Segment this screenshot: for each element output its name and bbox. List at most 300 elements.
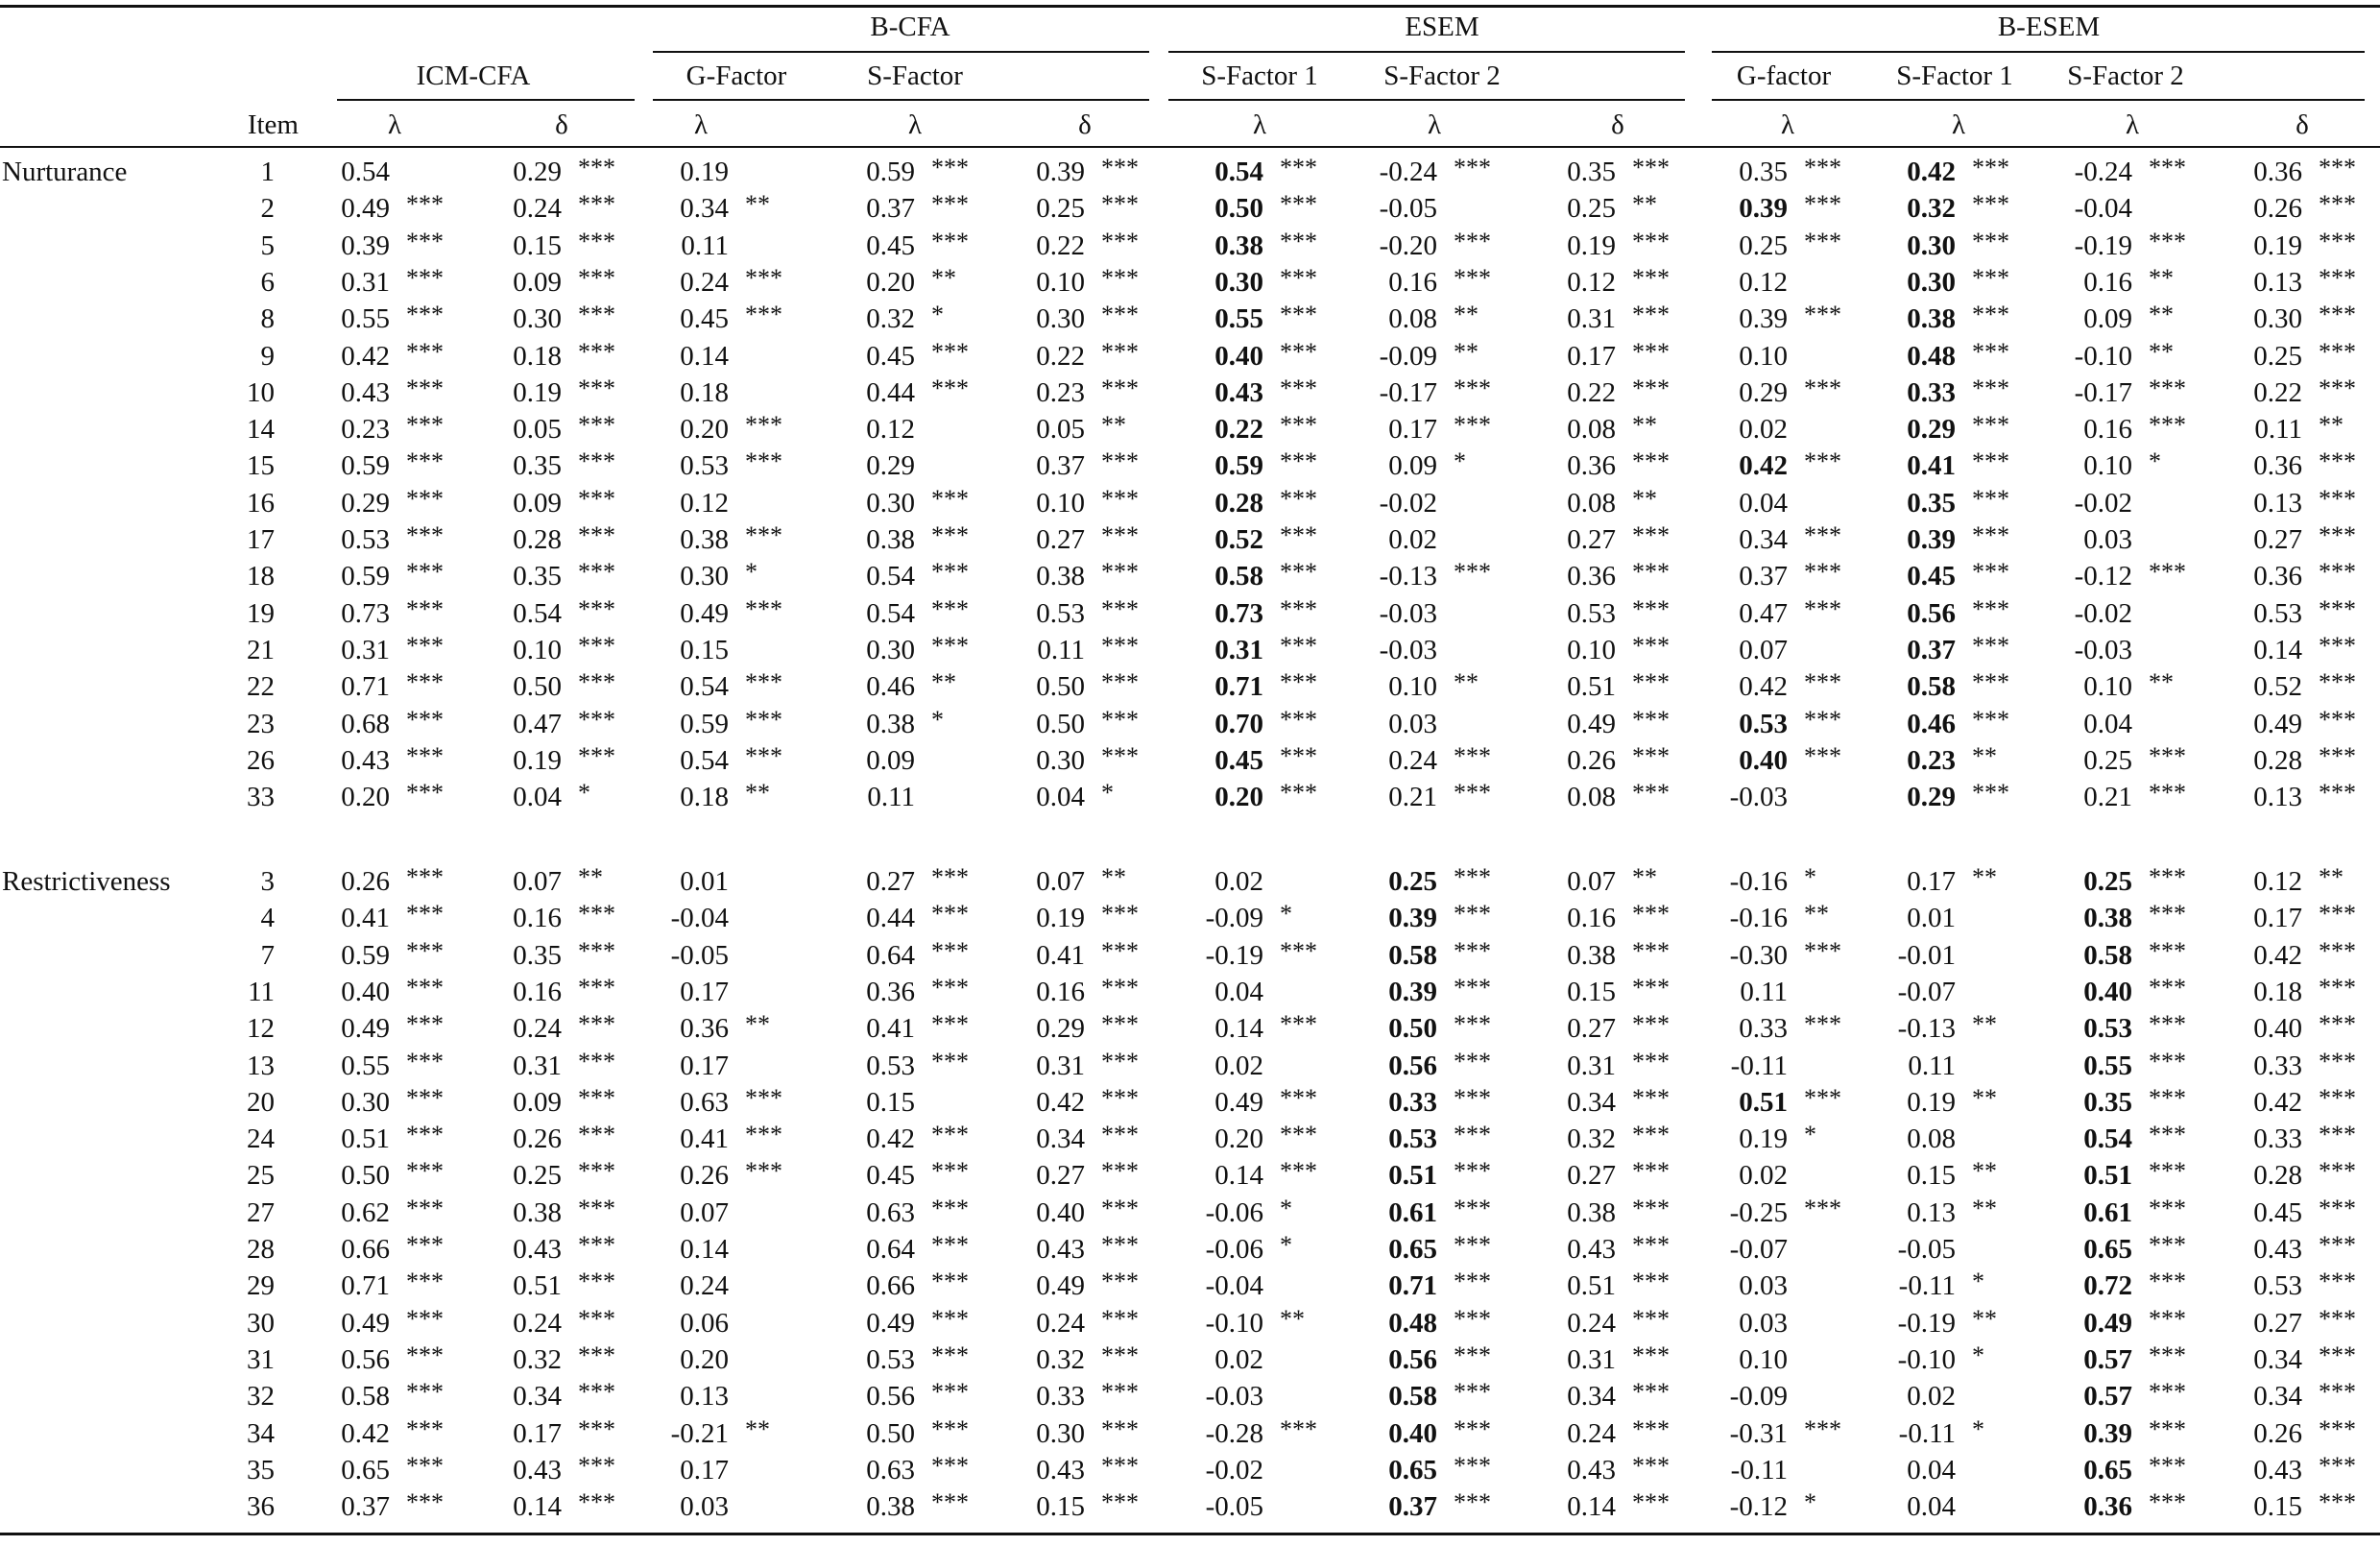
sub-column-header: λ <box>1951 109 1966 140</box>
cell-value: -0.11 <box>1730 1050 1788 1081</box>
section-label: Nurturance <box>2 157 128 187</box>
cell-value: 0.15 <box>1567 976 1616 1007</box>
significance-stars: *** <box>1454 227 1491 255</box>
cell-value: 0.16 <box>1388 266 1437 298</box>
significance-stars: *** <box>578 900 615 929</box>
significance-stars: ** <box>745 190 770 219</box>
cell-value: 0.04 <box>1907 1454 1956 1486</box>
cell-value: 0.25 <box>2083 744 2132 776</box>
cell-value: 0.32 <box>866 303 915 335</box>
significance-stars: * <box>745 558 757 587</box>
cell-value: 0.35 <box>1739 157 1788 187</box>
significance-stars: *** <box>406 1010 444 1039</box>
cell-value: 0.59 <box>341 939 390 971</box>
item-number: 3 <box>260 866 275 897</box>
significance-stars: *** <box>406 1047 444 1075</box>
cell-value: 0.31 <box>1567 1343 1616 1375</box>
cell-value: 0.24 <box>513 1307 562 1339</box>
cell-value: 0.14 <box>680 1234 729 1265</box>
loading-value-bold: 0.35 <box>1907 487 1956 519</box>
significance-stars: *** <box>931 1341 969 1369</box>
significance-stars: *** <box>2319 1451 2356 1480</box>
significance-stars: *** <box>2319 936 2356 965</box>
cell-value: 0.34 <box>1036 1123 1085 1155</box>
cell-value: 0.24 <box>1567 1417 1616 1449</box>
cell-value: 0.37 <box>1036 450 1085 482</box>
loading-value-bold: 0.55 <box>2083 1050 2132 1081</box>
cell-value: 0.49 <box>1214 1086 1263 1118</box>
significance-stars: *** <box>931 521 969 549</box>
rule <box>653 51 1149 53</box>
cell-value: 0.49 <box>866 1307 915 1339</box>
cell-value: 0.38 <box>866 1491 915 1523</box>
significance-stars: *** <box>1101 594 1139 623</box>
significance-stars: *** <box>406 1268 444 1296</box>
significance-stars: * <box>931 301 944 329</box>
cell-value: -0.11 <box>1898 1270 1956 1302</box>
cell-value: 0.08 <box>1388 303 1437 335</box>
cell-value: 0.16 <box>513 976 562 1007</box>
cell-value: 0.45 <box>2253 1196 2302 1228</box>
significance-stars: *** <box>1632 558 1670 587</box>
cell-value: 0.11 <box>1908 1050 1956 1081</box>
significance-stars: *** <box>931 1304 969 1333</box>
factor-header: S-Factor 1 <box>1896 60 2013 91</box>
significance-stars: *** <box>1972 227 2009 255</box>
loading-value-bold: 0.40 <box>1214 340 1263 372</box>
significance-stars: *** <box>931 936 969 965</box>
loading-value-bold: 0.58 <box>2083 939 2132 971</box>
cell-value: 0.19 <box>680 157 729 187</box>
item-number: 10 <box>247 376 275 408</box>
significance-stars: *** <box>1101 1010 1139 1039</box>
significance-stars: *** <box>1280 558 1317 587</box>
cell-value: 0.42 <box>2253 1086 2302 1118</box>
significance-stars: * <box>2149 447 2161 476</box>
cell-value: 0.51 <box>1567 1270 1616 1302</box>
rule <box>653 99 1149 101</box>
item-number: 36 <box>247 1491 275 1523</box>
loading-value-bold: 0.35 <box>2083 1086 2132 1118</box>
item-number: 24 <box>247 1123 275 1155</box>
cell-value: 0.36 <box>680 1013 729 1045</box>
significance-stars: *** <box>1101 1047 1139 1075</box>
loading-value-bold: 0.45 <box>1907 561 1956 592</box>
significance-stars: *** <box>1101 190 1139 219</box>
cell-value: 0.04 <box>1036 782 1085 813</box>
significance-stars: *** <box>931 190 969 219</box>
significance-stars: *** <box>1101 1414 1139 1443</box>
cell-value: 0.54 <box>680 744 729 776</box>
significance-stars: *** <box>1804 558 1841 587</box>
significance-stars: *** <box>931 1414 969 1443</box>
cell-value: -0.09 <box>1729 1381 1788 1413</box>
factor-header: S-Factor 1 <box>1201 60 1318 91</box>
cell-value: 0.08 <box>1567 414 1616 446</box>
significance-stars: *** <box>1101 1268 1139 1296</box>
significance-stars: *** <box>1101 1194 1139 1222</box>
cell-value: 0.53 <box>341 524 390 555</box>
loading-value-bold: 0.61 <box>2083 1196 2132 1228</box>
significance-stars: *** <box>1454 411 1491 440</box>
loading-value-bold: 0.73 <box>1214 597 1263 629</box>
significance-stars: ** <box>1972 1083 1997 1112</box>
loading-value-bold: 0.33 <box>1388 1086 1437 1118</box>
cell-value: 0.17 <box>2253 903 2302 934</box>
significance-stars: *** <box>1972 154 2009 181</box>
cell-value: 0.02 <box>1214 1050 1263 1081</box>
cell-value: 0.24 <box>680 266 729 298</box>
significance-stars: *** <box>1632 447 1670 476</box>
cell-value: -0.03 <box>1379 597 1437 629</box>
item-number: 11 <box>248 976 275 1007</box>
cell-value: 0.53 <box>2253 1270 2302 1302</box>
significance-stars: *** <box>578 190 615 219</box>
cell-value: -0.02 <box>2074 597 2132 629</box>
significance-stars: *** <box>1454 1157 1491 1186</box>
cell-value: 0.19 <box>1036 903 1085 934</box>
cell-value: -0.19 <box>1897 1307 1956 1339</box>
cell-value: 0.22 <box>2253 376 2302 408</box>
item-number: 33 <box>247 782 275 813</box>
loading-value-bold: 0.39 <box>2083 1417 2132 1449</box>
cell-value: 0.50 <box>513 671 562 703</box>
significance-stars: *** <box>578 558 615 587</box>
significance-stars: *** <box>1972 779 2009 808</box>
cell-value: 0.34 <box>1567 1381 1616 1413</box>
cell-value: 0.30 <box>341 1086 390 1118</box>
significance-stars: ** <box>1972 863 1997 891</box>
significance-stars: *** <box>931 1451 969 1480</box>
significance-stars: *** <box>2319 301 2356 329</box>
significance-stars: *** <box>1101 1378 1139 1407</box>
cell-value: 0.27 <box>1567 524 1616 555</box>
cell-value: 0.16 <box>2083 266 2132 298</box>
cell-value: 0.33 <box>1036 1381 1085 1413</box>
loading-value-bold: 0.37 <box>1907 634 1956 665</box>
significance-stars: ** <box>1632 863 1657 891</box>
loading-value-bold: 0.25 <box>1388 866 1437 897</box>
cell-value: 0.27 <box>1036 524 1085 555</box>
loading-value-bold: 0.70 <box>1214 708 1263 739</box>
cell-value: 0.31 <box>513 1050 562 1081</box>
loading-value-bold: 0.71 <box>1214 671 1263 703</box>
significance-stars: *** <box>1632 1378 1670 1407</box>
cell-value: 0.21 <box>2083 782 2132 813</box>
item-number: 1 <box>260 157 275 187</box>
significance-stars: *** <box>1632 668 1670 697</box>
significance-stars: *** <box>1632 1451 1670 1480</box>
loading-value-bold: 0.56 <box>1388 1343 1437 1375</box>
cell-value: 0.25 <box>1739 229 1788 261</box>
cell-value: 0.43 <box>2253 1234 2302 1265</box>
significance-stars: *** <box>1972 705 2009 734</box>
cell-value: 0.14 <box>513 1491 562 1523</box>
cell-value: 0.36 <box>866 976 915 1007</box>
significance-stars: *** <box>406 594 444 623</box>
significance-stars: * <box>1101 779 1114 808</box>
cell-value: -0.04 <box>2074 193 2132 225</box>
significance-stars: *** <box>1632 1414 1670 1443</box>
cell-value: 0.23 <box>1036 376 1085 408</box>
significance-stars: *** <box>406 558 444 587</box>
significance-stars: *** <box>2149 1083 2186 1112</box>
cell-value: 0.32 <box>513 1343 562 1375</box>
item-number: 2 <box>260 193 275 225</box>
significance-stars: *** <box>1454 936 1491 965</box>
significance-stars: *** <box>406 447 444 476</box>
significance-stars: *** <box>406 1083 444 1112</box>
sub-column-header: λ <box>1252 109 1267 140</box>
significance-stars: *** <box>1972 337 2009 366</box>
significance-stars: *** <box>1280 374 1317 402</box>
significance-stars: *** <box>1101 631 1139 660</box>
significance-stars: *** <box>1454 374 1491 402</box>
loading-value-bold: 0.20 <box>1214 782 1263 813</box>
cell-value: 0.22 <box>1036 229 1085 261</box>
significance-stars: *** <box>1632 1194 1670 1222</box>
cell-value: 0.38 <box>1567 939 1616 971</box>
significance-stars: *** <box>1280 779 1317 808</box>
significance-stars: *** <box>2149 1451 2186 1480</box>
significance-stars: *** <box>1101 154 1139 181</box>
significance-stars: *** <box>931 337 969 366</box>
item-number: 26 <box>247 744 275 776</box>
significance-stars: *** <box>1632 1488 1670 1517</box>
cell-value: 0.10 <box>2083 671 2132 703</box>
significance-stars: *** <box>406 484 444 513</box>
cell-value: 0.53 <box>1567 597 1616 629</box>
cell-value: 0.66 <box>341 1234 390 1265</box>
cell-value: 0.10 <box>1739 1343 1788 1375</box>
cell-value: 0.32 <box>1567 1123 1616 1155</box>
rule <box>1168 51 1685 53</box>
significance-stars: *** <box>931 484 969 513</box>
cell-value: 0.02 <box>1214 866 1263 897</box>
significance-stars: *** <box>1101 558 1139 587</box>
cell-value: 0.56 <box>866 1381 915 1413</box>
significance-stars: *** <box>1804 668 1841 697</box>
cell-value: 0.26 <box>680 1160 729 1192</box>
cell-value: 0.19 <box>2253 229 2302 261</box>
significance-stars: *** <box>1101 521 1139 549</box>
cell-value: 0.49 <box>341 1307 390 1339</box>
cell-value: 0.49 <box>680 597 729 629</box>
loading-value-bold: 0.39 <box>1388 976 1437 1007</box>
cell-value: 0.17 <box>1388 414 1437 446</box>
cell-value: 0.73 <box>341 597 390 629</box>
significance-stars: *** <box>1804 594 1841 623</box>
significance-stars: *** <box>931 1231 969 1259</box>
significance-stars: *** <box>1454 263 1491 292</box>
cell-value: 0.23 <box>341 414 390 446</box>
significance-stars: *** <box>1632 1121 1670 1149</box>
cell-value: 0.30 <box>513 303 562 335</box>
sub-column-header: λ <box>1427 109 1442 140</box>
cell-value: 0.20 <box>866 266 915 298</box>
cell-value: 0.47 <box>513 708 562 739</box>
significance-stars: *** <box>745 705 782 734</box>
significance-stars: *** <box>2319 900 2356 929</box>
item-number: 25 <box>247 1160 275 1192</box>
cell-value: 0.38 <box>1036 561 1085 592</box>
significance-stars: *** <box>1454 1010 1491 1039</box>
cell-value: 0.19 <box>1739 1123 1788 1155</box>
significance-stars: *** <box>1454 1488 1491 1517</box>
item-number: 5 <box>260 229 275 261</box>
loading-value-bold: 0.29 <box>1907 414 1956 446</box>
significance-stars: ** <box>1280 1304 1305 1333</box>
loading-value-bold: 0.38 <box>1907 303 1956 335</box>
significance-stars: *** <box>1280 484 1317 513</box>
cell-value: 0.54 <box>513 597 562 629</box>
significance-stars: *** <box>1454 1047 1491 1075</box>
cell-value: 0.26 <box>1567 744 1616 776</box>
significance-stars: *** <box>745 1157 782 1186</box>
significance-stars: *** <box>1632 1157 1670 1186</box>
cell-value: 0.10 <box>1036 487 1085 519</box>
cell-value: 0.24 <box>680 1270 729 1302</box>
cell-value: 0.25 <box>513 1160 562 1192</box>
significance-stars: *** <box>1101 447 1139 476</box>
cell-value: 0.42 <box>341 340 390 372</box>
significance-stars: *** <box>2149 1378 2186 1407</box>
cell-value: 0.18 <box>680 782 729 813</box>
cell-value: 0.42 <box>2253 939 2302 971</box>
loading-value-bold: 0.50 <box>1388 1013 1437 1045</box>
significance-stars: *** <box>406 900 444 929</box>
significance-stars: *** <box>406 741 444 770</box>
cell-value: 0.44 <box>866 903 915 934</box>
cell-value: 0.39 <box>1739 303 1788 335</box>
cell-value: 0.24 <box>513 193 562 225</box>
significance-stars: *** <box>1101 263 1139 292</box>
cell-value: 0.17 <box>1567 340 1616 372</box>
item-number: 28 <box>247 1234 275 1265</box>
significance-stars: *** <box>406 631 444 660</box>
cell-value: 0.16 <box>2083 414 2132 446</box>
factor-header: G-Factor <box>685 60 787 91</box>
significance-stars: *** <box>406 263 444 292</box>
significance-stars: *** <box>2149 1010 2186 1039</box>
item-number: 27 <box>247 1196 275 1228</box>
cell-value: 0.50 <box>341 1160 390 1192</box>
significance-stars: ** <box>1972 1157 1997 1186</box>
cell-value: 0.17 <box>680 1050 729 1081</box>
significance-stars: *** <box>1101 301 1139 329</box>
significance-stars: *** <box>2319 631 2356 660</box>
significance-stars: * <box>1280 1194 1292 1222</box>
cell-value: 0.01 <box>1907 903 1956 934</box>
cell-value: 0.43 <box>1036 1454 1085 1486</box>
significance-stars: *** <box>578 447 615 476</box>
cell-value: 0.38 <box>680 524 729 555</box>
significance-stars: *** <box>2319 337 2356 366</box>
significance-stars: *** <box>1632 973 1670 1002</box>
cell-value: 0.12 <box>866 414 915 446</box>
loading-value-bold: 0.58 <box>1907 671 1956 703</box>
cell-value: 0.43 <box>341 376 390 408</box>
cell-value: 0.14 <box>1214 1013 1263 1045</box>
cell-value: 0.09 <box>1388 450 1437 482</box>
significance-stars: *** <box>406 411 444 440</box>
significance-stars: *** <box>578 154 615 181</box>
significance-stars: *** <box>1972 374 2009 402</box>
cell-value: 0.39 <box>341 229 390 261</box>
cell-value: 0.64 <box>866 939 915 971</box>
significance-stars: ** <box>1972 1304 1997 1333</box>
significance-stars: *** <box>2149 1304 2186 1333</box>
significance-stars: *** <box>2319 1378 2356 1407</box>
cell-value: 0.27 <box>2253 524 2302 555</box>
significance-stars: *** <box>406 936 444 965</box>
significance-stars: *** <box>1632 1341 1670 1369</box>
significance-stars: *** <box>1804 1414 1841 1443</box>
cell-value: -0.09 <box>1379 340 1437 372</box>
loading-value-bold: 0.50 <box>1214 193 1263 225</box>
cell-value: 0.16 <box>1036 976 1085 1007</box>
loading-value-bold: 0.30 <box>1907 229 1956 261</box>
cell-value: 0.26 <box>341 866 390 897</box>
significance-stars: ** <box>1632 190 1657 219</box>
cell-value: 0.54 <box>680 671 729 703</box>
loading-value-bold: 0.39 <box>1907 524 1956 555</box>
cell-value: -0.02 <box>1379 487 1437 519</box>
cell-value: -0.25 <box>1729 1196 1788 1228</box>
significance-stars: *** <box>1804 1010 1841 1039</box>
significance-stars: *** <box>406 1488 444 1517</box>
cell-value: 0.12 <box>2253 866 2302 897</box>
significance-stars: *** <box>1632 521 1670 549</box>
significance-stars: *** <box>1280 190 1317 219</box>
factor-header: S-Factor 2 <box>1383 60 1501 91</box>
item-number: 8 <box>260 303 275 335</box>
cell-value: -0.11 <box>1898 1417 1956 1449</box>
cell-value: 0.30 <box>866 634 915 665</box>
sub-column-header: δ <box>2296 109 2309 140</box>
significance-stars: *** <box>1280 705 1317 734</box>
cell-value: 0.20 <box>1214 1123 1263 1155</box>
significance-stars: *** <box>931 374 969 402</box>
significance-stars: *** <box>931 1121 969 1149</box>
significance-stars: *** <box>2319 1304 2356 1333</box>
significance-stars: *** <box>1804 154 1841 181</box>
cell-value: 0.50 <box>1036 708 1085 739</box>
significance-stars: *** <box>578 936 615 965</box>
loading-value-bold: 0.43 <box>1214 376 1263 408</box>
cell-value: 0.49 <box>1567 708 1616 739</box>
cell-value: 0.40 <box>1036 1196 1085 1228</box>
significance-stars: *** <box>578 705 615 734</box>
cell-value: 0.30 <box>1036 303 1085 335</box>
cell-value: 0.26 <box>2253 193 2302 225</box>
cell-value: 0.62 <box>341 1196 390 1228</box>
cell-value: -0.02 <box>1205 1454 1263 1486</box>
significance-stars: *** <box>1632 1268 1670 1296</box>
significance-stars: *** <box>406 374 444 402</box>
cell-value: 0.09 <box>866 744 915 776</box>
cell-value: 0.31 <box>1036 1050 1085 1081</box>
cell-value: 0.07 <box>513 866 562 897</box>
significance-stars: *** <box>1454 1414 1491 1443</box>
significance-stars: *** <box>931 1194 969 1222</box>
significance-stars: *** <box>1280 1010 1317 1039</box>
loading-value-bold: 0.56 <box>1907 597 1956 629</box>
significance-stars: *** <box>2149 1341 2186 1369</box>
significance-stars: *** <box>2319 263 2356 292</box>
significance-stars: * <box>1972 1268 1984 1296</box>
significance-stars: *** <box>1280 263 1317 292</box>
